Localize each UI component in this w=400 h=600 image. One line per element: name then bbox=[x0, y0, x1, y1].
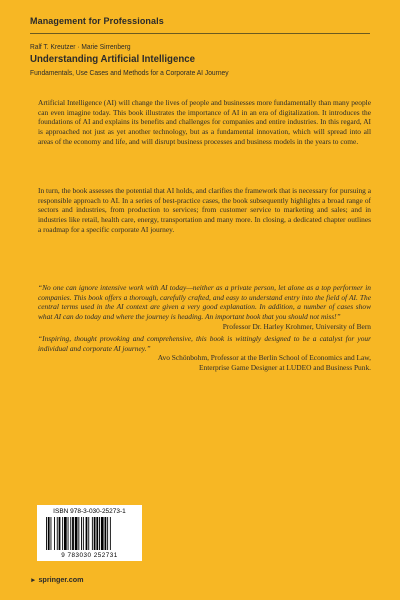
arrow-icon: ► bbox=[30, 577, 37, 584]
review-quote-2-attribution-line-1: Avo Schönbohm, Professor at the Berlin School of Economics and Law, bbox=[157, 353, 371, 363]
review-quote-2-text: “Inspiring, thought provoking and comprehensive, this book is wittingly designed to be a catalyst for your individual and corporate AI journey.” bbox=[38, 334, 371, 353]
review-quote-1-attribution: Professor Dr. Harley Krohmer, University of Bern bbox=[222, 321, 371, 331]
description-paragraph-2: In turn, the book assesses the potential that AI holds, and clarifies the framework that is necessary for pursuing a responsible approach to AI. In a series of best-practice cases, the book subsequently highlights a broad range of sectors and industries, from production to services; from customer service to marketing and sales; and in industries like retail, health care, energy, transportation and many more. In closing, a dedicated chapter outlines a roadmap for a specific corporate AI journey. bbox=[38, 186, 371, 234]
book-subtitle: Fundamentals, Use Cases and Methods for a Corporate AI Journey bbox=[30, 68, 229, 77]
book-title: Understanding Artificial Intelligence bbox=[30, 53, 195, 65]
authors: Ralf T. Kreutzer · Marie Sirrenberg bbox=[30, 42, 131, 51]
header-divider bbox=[30, 33, 370, 34]
review-quote-1 bbox=[38, 283, 371, 332]
review-quote-2-attribution-line-2: Enterprise Game Designer at LUDEO and Business Punk. bbox=[198, 363, 371, 373]
isbn-label: ISBN 978-3-030-25273-1 bbox=[53, 508, 126, 515]
barcode-digits: 9 783030 252731 bbox=[61, 552, 118, 559]
series-name: Management for Professionals bbox=[30, 16, 164, 26]
review-quote-2 bbox=[38, 334, 371, 373]
publisher-url: springer.com bbox=[38, 575, 84, 584]
review-quote-1-text: “No one can ignore intensive work with AI today—neither as a private person, let alone as a top performer in companies. This book offers a thorough, carefully crafted, and easy to understand entry into the field of AI. The central terms used in the AI context are given a very good explanation. In addition, a number of cases show what AI can do today and where the journey is heading. An important book that you should not miss!” bbox=[38, 283, 371, 322]
barcode-bars bbox=[46, 517, 136, 550]
description-paragraph-1: Artificial Intelligence (AI) will change the lives of people and businesses more fundamentally than many people can even imagine today. This book illustrates the importance of AI in an era of digitalization. It introduces the foundations of AI and explains its benefits and challenges for companies and entire industries. In this regard, AI is approached not just as yet another technology, but as a fundamental innovation, which will spread into all areas of the economy and life, and will disrupt business processes and business models in the years to come. bbox=[38, 98, 371, 146]
publisher-link[interactable] bbox=[30, 575, 84, 584]
isbn-barcode bbox=[37, 505, 142, 561]
